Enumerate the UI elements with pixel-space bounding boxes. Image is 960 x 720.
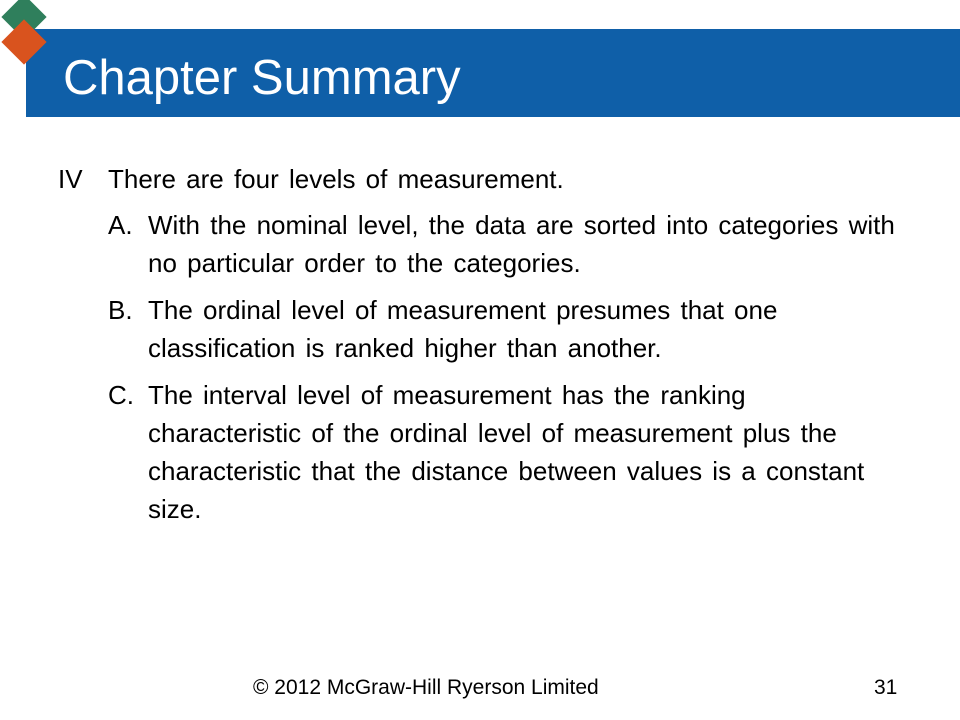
subpoint-a-marker: A. bbox=[108, 210, 133, 240]
subpoint-b-text: The ordinal level of measurement presumes that one classification is ranked higher than another. bbox=[148, 295, 778, 363]
summary-point-marker: IV bbox=[58, 164, 83, 194]
subpoint-a-text: With the nominal level, the data are sorted into categories with no particular order to the categories. bbox=[148, 210, 895, 278]
slide-footer bbox=[0, 676, 960, 706]
subpoint-c-marker: C. bbox=[108, 380, 134, 410]
subpoint-a bbox=[108, 206, 908, 282]
slide-title: Chapter Summary bbox=[63, 51, 461, 105]
summary-point bbox=[58, 160, 918, 198]
copyright-text: © 2012 McGraw-Hill Ryerson Limited bbox=[253, 676, 599, 699]
subpoint-c bbox=[108, 376, 908, 528]
summary-point-text: There are four levels of measurement. bbox=[108, 164, 564, 194]
page-number: 31 bbox=[874, 676, 898, 699]
subpoint-c-text: The interval level of measurement has the ranking characteristic of the ordinal level of measurement plus the characteristic that the distance between values is a constant size. bbox=[148, 380, 865, 524]
subpoint-b-marker: B. bbox=[108, 295, 133, 325]
subpoint-b bbox=[108, 291, 908, 367]
